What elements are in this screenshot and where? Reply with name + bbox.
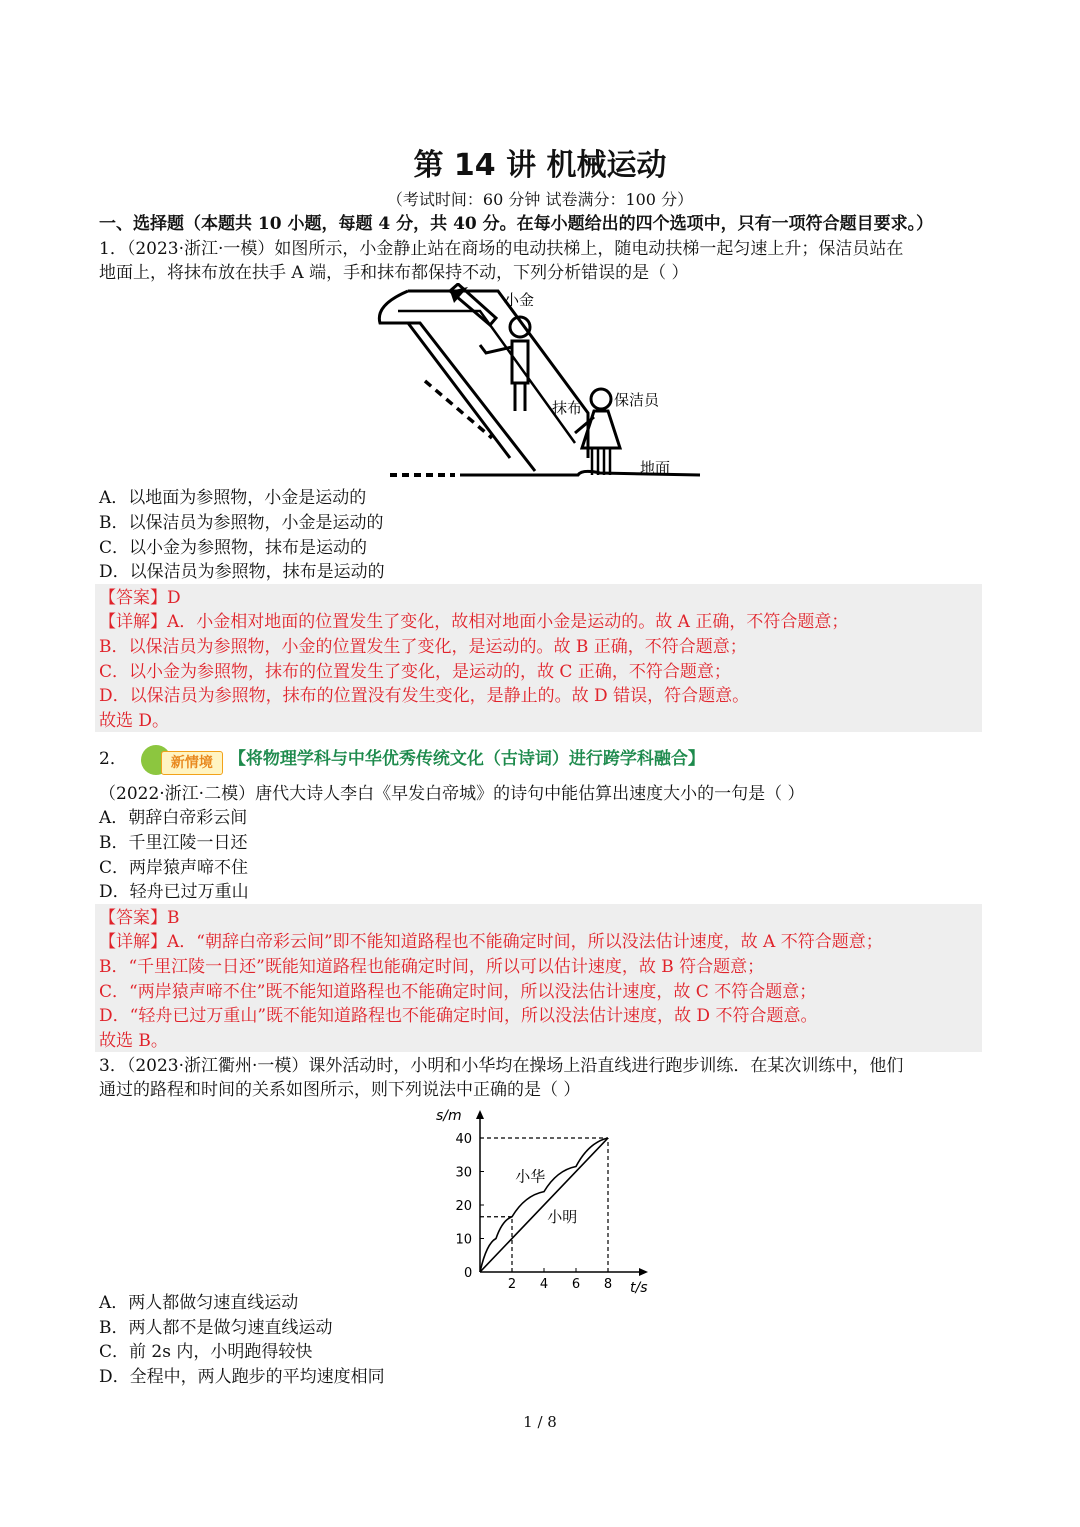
q2-detail-1 <box>99 930 984 955</box>
exam-info: （考试时间：60 分钟 试卷满分：100 分） <box>386 190 694 209</box>
y-axis-arrow <box>476 1110 484 1119</box>
page-number: 1 / 8 <box>523 1413 557 1431</box>
series-label-xiaoming: 小明 <box>547 1207 578 1226</box>
answer-label: 【答案】 <box>99 588 167 608</box>
q3-option-a: A．两人都做匀速直线运动 <box>99 1293 299 1313</box>
q2-detail-5: 故选 B。 <box>99 1031 168 1051</box>
y-tick-label: 10 <box>455 1232 472 1248</box>
q1-detail-3: C．以小金为参照物，抹布的位置发生了变化，是运动的，故 C 正确，不符合题意； <box>99 662 731 682</box>
x-axis-label: t/s <box>630 1280 648 1296</box>
detail-text: A．“朝辞白帝彩云间”即不能知道路程也不能确定时间，所以没法估计速度，故 A 不符合题意； <box>167 932 883 952</box>
y-tick-label: 30 <box>455 1165 472 1181</box>
detail-text: A．小金相对地面的位置发生了变化，故相对地面小金是运动的。故 A 正确，不符合题意； <box>167 612 849 632</box>
x-tick-label: 6 <box>571 1277 581 1292</box>
q3-stem-line-1: 3．（2023·浙江衢州·一模）课外活动时，小明和小华均在操场上沿直线进行跑步训练．在某次训练中，他们 <box>99 1056 904 1076</box>
new-context-badge <box>141 745 223 775</box>
section-heading: 一、选择题（本题共 10 小题，每题 4 分，共 40 分。在每小题给出的四个选项中，只有一项符合题目要求。） <box>99 214 934 234</box>
q2-option-a: A．朝辞白帝彩云间 <box>99 808 248 828</box>
q2-answer <box>99 906 984 931</box>
q1-stem-line-1: 1．（2023·浙江·一模）如图所示，小金静止站在商场的电动扶梯上，随电动扶梯一起匀速上升；保洁员站在 <box>99 239 904 259</box>
label-cleaner: 保洁员 <box>614 391 660 409</box>
q1-option-a: A．以地面为参照物，小金是运动的 <box>99 488 367 508</box>
q2-topic: 【将物理学科与中华优秀传统文化（古诗词）进行跨学科融合】 <box>228 749 705 769</box>
detail-label: 【详解】 <box>99 932 167 952</box>
origin-label: 0 <box>464 1266 473 1281</box>
q2-option-d: D．轻舟已过万重山 <box>99 882 249 902</box>
q3-option-c: C．前 2s 内，小明跑得较快 <box>99 1342 313 1362</box>
series-label-xiaohua: 小华 <box>515 1167 546 1186</box>
q1-option-b: B．以保洁员为参照物，小金是运动的 <box>99 513 384 533</box>
q2-stem: （2022·浙江·二模）唐代大诗人李白《早发白帝城》的诗句中能估算出速度大小的一句是（ ） <box>99 784 805 804</box>
q1-option-d: D．以保洁员为参照物，抹布是运动的 <box>99 562 385 582</box>
q1-detail-1 <box>99 610 984 635</box>
badge-label: 新情境 <box>161 751 223 775</box>
y-tick-label: 40 <box>455 1132 472 1147</box>
q3-stem-line-2: 通过的路程和时间的关系如图所示，则下列说法中正确的是（ ） <box>99 1080 581 1100</box>
detail-label: 【详解】 <box>99 612 167 632</box>
page-title: 第 14 讲 机械运动 <box>413 148 667 183</box>
x-axis-arrow <box>639 1268 648 1276</box>
answer-label: 【答案】 <box>99 908 167 928</box>
x-tick-label: 2 <box>507 1277 517 1292</box>
q1-stem-line-2: 地面上，将抹布放在扶手 A 端，手和抹布都保持不动，下列分析错误的是（ ） <box>99 263 689 283</box>
x-tick-label: 4 <box>539 1277 549 1292</box>
series-line-1 <box>480 1138 608 1272</box>
answer-value: D <box>167 588 181 608</box>
q2-detail-3: C．“两岸猿声啼不住”既不能知道路程也不能确定时间，所以没法估计速度，故 C 不符合题意； <box>99 982 817 1002</box>
q1-detail-4: D．以保洁员为参照物，抹布的位置没有发生变化，是静止的。故 D 错误，符合题意。 <box>99 686 750 706</box>
label-ground: 地面 <box>640 459 671 477</box>
q1-option-c: C．以小金为参照物，抹布是运动的 <box>99 538 368 558</box>
label-xiaojin: 小金 <box>504 291 535 309</box>
q2-detail-2: B．“千里江陵一日还”既能知道路程也能确定时间，所以可以估计速度，故 B 符合题意； <box>99 957 765 977</box>
answer-value: B <box>167 908 180 928</box>
q1-detail-5: 故选 D。 <box>99 711 170 731</box>
q3-option-b: B．两人都不是做匀速直线运动 <box>99 1318 333 1338</box>
distance-time-chart <box>420 1100 660 1300</box>
q2-option-c: C．两岸猿声啼不住 <box>99 858 249 878</box>
q2-number: 2． <box>99 749 127 769</box>
escalator-figure <box>370 283 710 488</box>
y-tick-label: 20 <box>455 1199 472 1214</box>
q1-detail-2: B．以保洁员为参照物，小金的位置发生了变化，是运动的。故 B 正确，不符合题意； <box>99 637 747 657</box>
q3-option-d: D．全程中，两人跑步的平均速度相同 <box>99 1367 385 1387</box>
label-cloth: 抹布 <box>552 399 583 417</box>
y-axis-label: s/m <box>436 1108 462 1124</box>
q1-answer <box>99 586 984 611</box>
q2-option-b: B．千里江陵一日还 <box>99 833 248 853</box>
q2-detail-4: D．“轻舟已过万重山”既不能知道路程也不能确定时间，所以没法估计速度，故 D 不符合题意。 <box>99 1006 818 1026</box>
q2-header <box>99 744 984 775</box>
x-tick-label: 8 <box>603 1277 613 1292</box>
